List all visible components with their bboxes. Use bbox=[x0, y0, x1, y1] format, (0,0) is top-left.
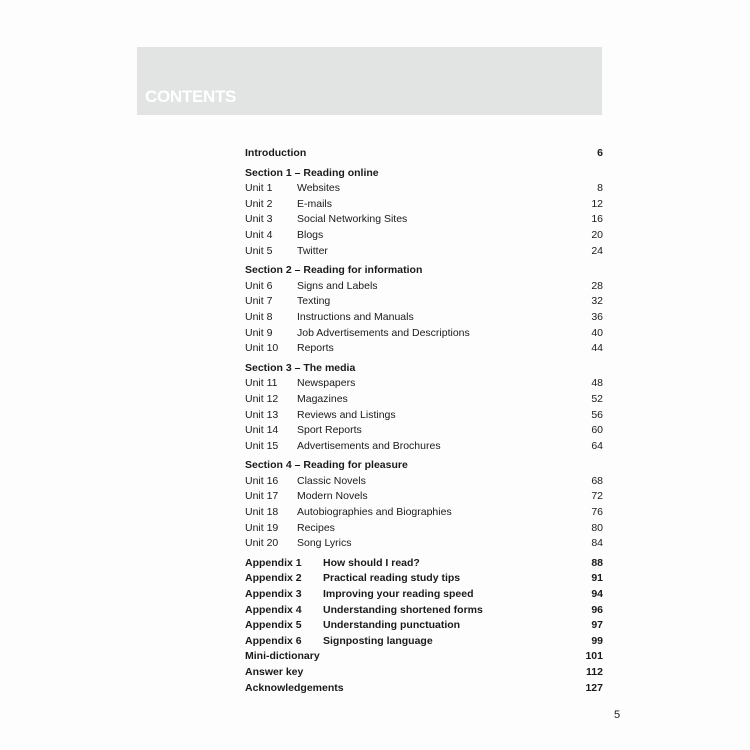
header-band bbox=[137, 47, 602, 115]
toc-entry-unit bbox=[245, 536, 603, 552]
toc-entry-unit bbox=[245, 294, 603, 310]
entry-page: 24 bbox=[591, 244, 603, 257]
entry-title: Magazines bbox=[297, 392, 348, 405]
entry-label: Unit 4 bbox=[245, 228, 273, 241]
toc-entry-appendix bbox=[245, 556, 603, 572]
entry-title: Section 2 – Reading for information bbox=[245, 264, 423, 277]
entry-page: 52 bbox=[591, 392, 603, 405]
entry-title: Job Advertisements and Descriptions bbox=[297, 326, 470, 339]
entry-title: E-mails bbox=[297, 197, 333, 210]
entry-label: Unit 3 bbox=[245, 213, 273, 226]
entry-title: Websites bbox=[297, 182, 340, 195]
entry-label: Unit 17 bbox=[245, 490, 279, 503]
entry-page: 101 bbox=[585, 650, 603, 663]
toc-entry-unit bbox=[245, 326, 603, 342]
toc-entry-unit bbox=[245, 489, 603, 505]
entry-page: 94 bbox=[591, 588, 603, 601]
toc-section bbox=[245, 361, 603, 455]
entry-page: 97 bbox=[591, 619, 603, 632]
entry-label: Unit 15 bbox=[245, 439, 279, 452]
entry-title: Reports bbox=[297, 342, 334, 355]
entry-page: 32 bbox=[591, 295, 603, 308]
entry-title: Song Lyrics bbox=[297, 537, 352, 550]
entry-page: 48 bbox=[591, 377, 603, 390]
toc-entry-back-matter bbox=[245, 665, 603, 681]
entry-title: Sport Reports bbox=[297, 424, 362, 437]
entry-page: 76 bbox=[591, 506, 603, 519]
entry-title: Section 4 – Reading for pleasure bbox=[245, 459, 408, 472]
entry-page: 56 bbox=[591, 408, 603, 421]
entry-page: 112 bbox=[586, 666, 603, 678]
toc-entry-unit bbox=[245, 423, 603, 439]
toc-entry-unit bbox=[245, 244, 603, 260]
entry-title: Section 3 – The media bbox=[245, 361, 356, 374]
entry-label: Unit 7 bbox=[245, 295, 273, 308]
toc-entry-back-matter bbox=[245, 649, 603, 665]
entry-page: 68 bbox=[591, 474, 603, 487]
entry-page: 28 bbox=[591, 279, 603, 292]
entry-label: Appendix 2 bbox=[245, 572, 302, 585]
toc-section bbox=[245, 263, 603, 357]
toc-entry-unit bbox=[245, 228, 603, 244]
entry-title: Twitter bbox=[297, 244, 328, 257]
entry-label: Unit 10 bbox=[245, 342, 279, 355]
entry-page: 64 bbox=[591, 439, 603, 452]
toc-section bbox=[245, 166, 603, 260]
entry-label: Unit 14 bbox=[245, 424, 279, 437]
entry-title: Modern Novels bbox=[297, 490, 368, 503]
entry-title: Section 1 – Reading online bbox=[245, 166, 379, 179]
entry-label: Appendix 4 bbox=[245, 603, 302, 616]
toc-entry-unit bbox=[245, 505, 603, 521]
entry-label: Unit 1 bbox=[245, 182, 273, 195]
toc-entry-unit bbox=[245, 408, 603, 424]
toc-entry-unit bbox=[245, 341, 603, 357]
toc-entry-unit bbox=[245, 521, 603, 537]
entry-page: 99 bbox=[591, 634, 603, 647]
toc-entry-unit bbox=[245, 181, 603, 197]
toc-entry-appendix bbox=[245, 634, 603, 650]
entry-page: 96 bbox=[591, 603, 603, 616]
toc-entry-unit bbox=[245, 474, 603, 490]
page-title: CONTENTS bbox=[145, 87, 237, 106]
entry-page: 60 bbox=[591, 424, 603, 437]
entry-title: Classic Novels bbox=[297, 474, 366, 487]
section-heading bbox=[245, 263, 603, 279]
entry-title: Signposting language bbox=[323, 634, 433, 647]
entry-page: 88 bbox=[591, 556, 603, 569]
entry-label: Unit 20 bbox=[245, 537, 279, 550]
toc-section bbox=[245, 458, 603, 552]
table-of-contents bbox=[245, 146, 603, 696]
toc-entry-unit bbox=[245, 279, 603, 295]
toc-entry-appendix bbox=[245, 603, 603, 619]
toc-entry-unit bbox=[245, 197, 603, 213]
entry-page: 127 bbox=[585, 681, 603, 694]
entry-title: Practical reading study tips bbox=[323, 572, 461, 585]
entry-title: Introduction bbox=[245, 147, 307, 159]
entry-page: 80 bbox=[591, 521, 603, 534]
section-heading bbox=[245, 361, 603, 377]
entry-title: Reviews and Listings bbox=[297, 408, 396, 421]
entry-label: Appendix 3 bbox=[245, 588, 302, 601]
toc-entry-back-matter bbox=[245, 681, 603, 697]
entry-page: 20 bbox=[591, 228, 603, 241]
entry-label: Unit 8 bbox=[245, 310, 273, 323]
toc-entry-unit bbox=[245, 310, 603, 326]
entry-label: Unit 16 bbox=[245, 474, 279, 487]
entry-label: Appendix 1 bbox=[245, 556, 302, 569]
entry-page: 6 bbox=[597, 147, 603, 159]
entry-title: How should I read? bbox=[323, 556, 420, 569]
entry-title: Improving your reading speed bbox=[323, 588, 474, 601]
entry-label: Appendix 6 bbox=[245, 634, 302, 647]
entry-label: Unit 12 bbox=[245, 392, 279, 405]
entry-label: Unit 13 bbox=[245, 408, 279, 421]
entry-label: Appendix 5 bbox=[245, 619, 302, 632]
entry-label: Unit 2 bbox=[245, 197, 273, 210]
entry-page: 36 bbox=[591, 310, 603, 323]
entry-page: 8 bbox=[597, 182, 603, 195]
entry-label: Unit 19 bbox=[245, 521, 279, 534]
toc-entry-unit bbox=[245, 439, 603, 455]
toc-entry-unit bbox=[245, 212, 603, 228]
entry-title: Autobiographies and Biographies bbox=[297, 506, 452, 519]
entry-page: 16 bbox=[591, 213, 603, 226]
toc-entry-appendix bbox=[245, 571, 603, 587]
entry-page: 72 bbox=[591, 490, 603, 503]
entry-page: 44 bbox=[591, 342, 603, 355]
toc-entry-unit bbox=[245, 376, 603, 392]
entry-title: Newspapers bbox=[297, 377, 356, 390]
entry-label: Unit 5 bbox=[245, 244, 273, 257]
entry-title: Answer key bbox=[245, 666, 304, 678]
entry-page: 91 bbox=[591, 572, 603, 585]
entry-label: Unit 11 bbox=[245, 377, 278, 390]
entry-title: Signs and Labels bbox=[297, 279, 378, 292]
toc-entry-unit bbox=[245, 392, 603, 408]
entry-title: Advertisements and Brochures bbox=[297, 439, 441, 452]
entry-title: Understanding shortened forms bbox=[323, 603, 483, 616]
section-heading bbox=[245, 458, 603, 474]
entry-label: Unit 9 bbox=[245, 326, 273, 339]
toc-entry-appendix bbox=[245, 618, 603, 634]
page-number: 5 bbox=[614, 709, 621, 721]
entry-title: Understanding punctuation bbox=[323, 619, 461, 632]
entry-title: Acknowledgements bbox=[245, 681, 344, 694]
entry-page: 84 bbox=[591, 537, 603, 550]
entry-page: 12 bbox=[591, 197, 603, 210]
entry-title: Recipes bbox=[297, 521, 335, 534]
toc-entry-introduction bbox=[245, 146, 603, 162]
entry-title: Texting bbox=[297, 295, 331, 308]
entry-title: Social Networking Sites bbox=[297, 213, 408, 226]
section-heading bbox=[245, 166, 603, 182]
entry-label: Unit 18 bbox=[245, 506, 279, 519]
entry-label: Unit 6 bbox=[245, 279, 273, 292]
entry-title: Mini-dictionary bbox=[245, 650, 320, 663]
entry-title: Blogs bbox=[297, 228, 324, 241]
entry-title: Instructions and Manuals bbox=[297, 310, 414, 323]
entry-page: 40 bbox=[591, 326, 603, 339]
toc-entry-appendix bbox=[245, 587, 603, 603]
